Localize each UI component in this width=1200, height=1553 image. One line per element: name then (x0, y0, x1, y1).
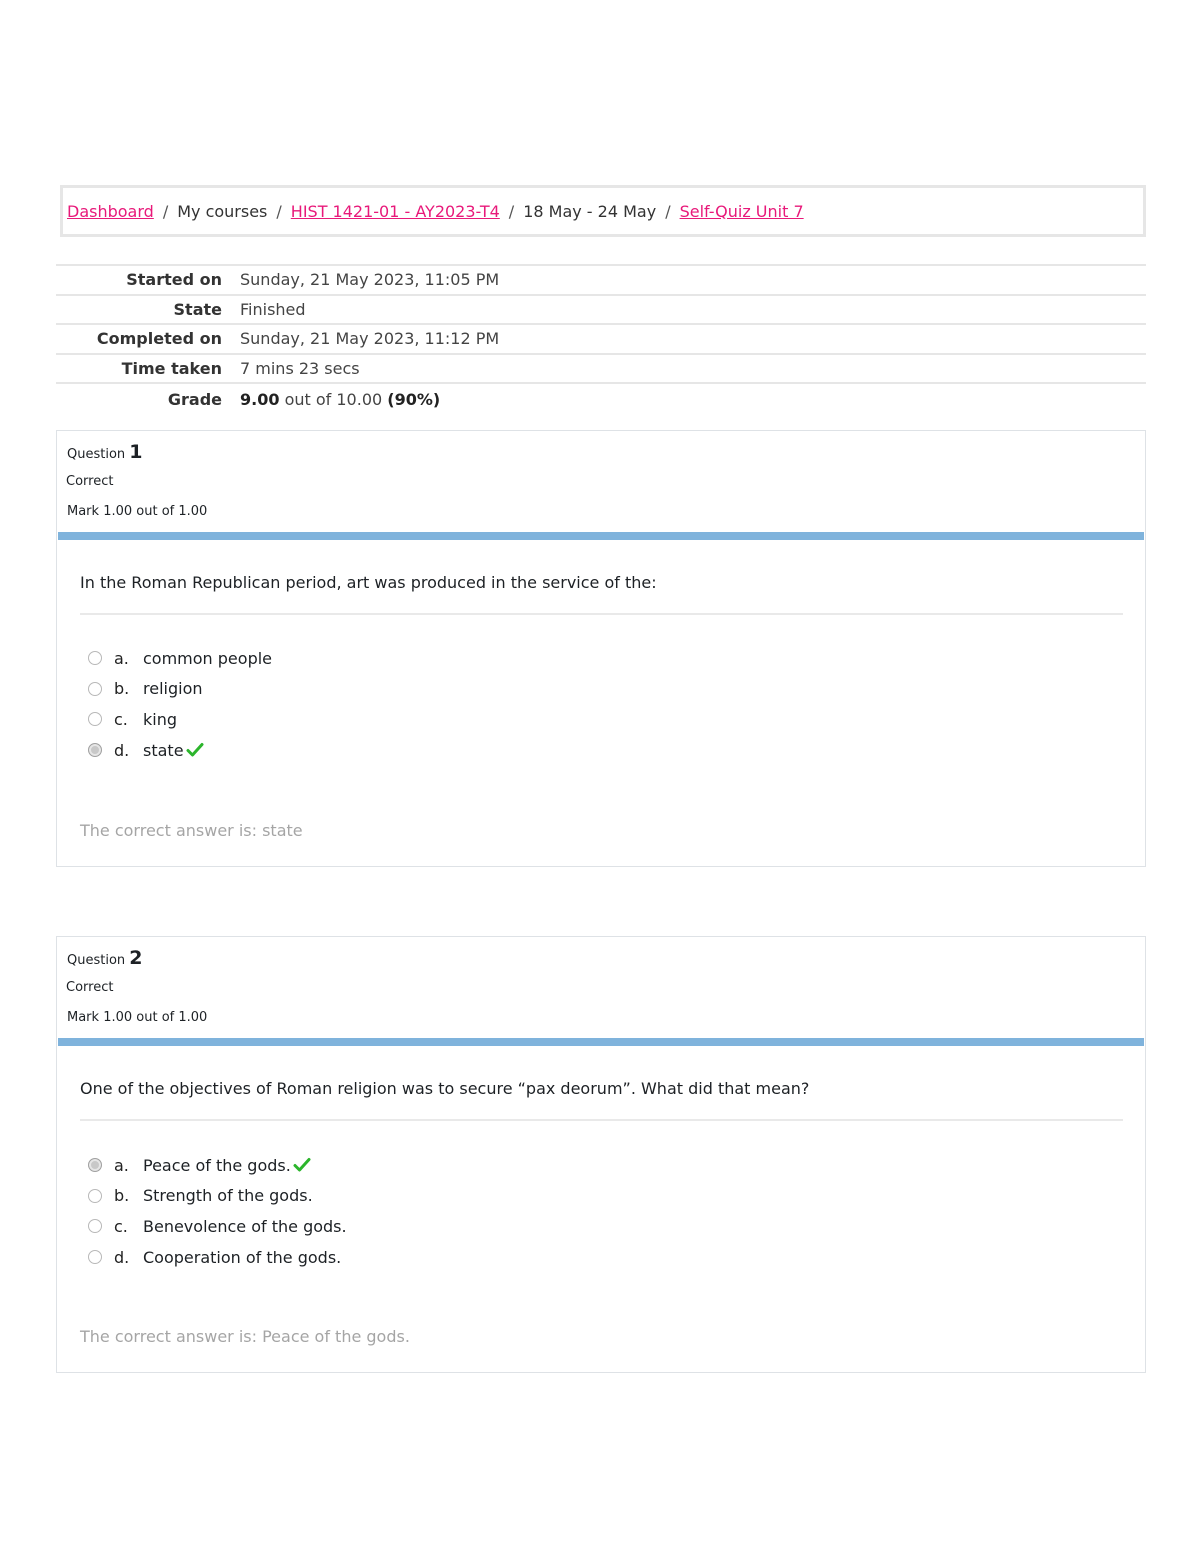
question-no: 2 (129, 947, 143, 969)
question-card (56, 430, 1146, 867)
answer-radio[interactable] (88, 1219, 102, 1233)
answer-text: Peace of the gods. (143, 1155, 291, 1175)
answer-option-selected[interactable] (88, 1150, 347, 1181)
answer-letter: d. (114, 740, 130, 760)
summary-row-started (56, 266, 1146, 296)
answer-option[interactable] (88, 1211, 347, 1242)
summary-value: Finished (240, 299, 306, 319)
answer-text: king (143, 709, 178, 729)
grade-rest: out of 10.00 (284, 389, 383, 409)
answer-text: state (143, 740, 184, 760)
correct-answer-feedback: The correct answer is: Peace of the gods. (80, 1327, 410, 1346)
answer-option[interactable] (88, 643, 272, 674)
breadcrumb-week: 18 May - 24 May (523, 201, 657, 221)
breadcrumb-my-courses: My courses (177, 201, 268, 221)
answer-radio[interactable] (88, 651, 102, 665)
grade-percent: (90%) (387, 389, 441, 409)
breadcrumb-separator: / (162, 201, 169, 221)
answer-letter: a. (114, 1155, 129, 1175)
question-number (67, 947, 143, 969)
summary-label: Completed on (96, 329, 222, 349)
breadcrumb-course-link[interactable]: HIST 1421-01 - AY2023-T4 (290, 201, 500, 221)
attempt-summary-table (56, 264, 1146, 414)
breadcrumb-separator: / (508, 201, 515, 221)
answer-letter: c. (114, 709, 128, 729)
answer-text: common people (143, 648, 273, 668)
breadcrumb-quiz-link[interactable]: Self-Quiz Unit 7 (679, 201, 804, 221)
answer-radio-checked[interactable] (88, 743, 102, 757)
question-card (56, 936, 1146, 1373)
answer-letter: b. (114, 1186, 130, 1206)
answer-text: Strength of the gods. (143, 1186, 313, 1206)
question-mark: Mark 1.00 out of 1.00 (67, 1010, 208, 1025)
breadcrumb-dashboard-link[interactable]: Dashboard (67, 201, 154, 221)
divider (80, 613, 1123, 615)
summary-label: State (173, 299, 222, 319)
answer-letter: d. (114, 1247, 130, 1267)
question-mark: Mark 1.00 out of 1.00 (67, 504, 208, 519)
question-content-bar (58, 532, 1144, 540)
breadcrumb-separator: / (665, 201, 671, 221)
answer-list (88, 1150, 347, 1272)
answer-option[interactable] (88, 704, 272, 735)
answer-text: religion (143, 679, 203, 699)
answer-letter: b. (114, 679, 130, 699)
question-content-bar (58, 1038, 1144, 1046)
summary-row-state (56, 296, 1146, 326)
summary-value: 7 mins 23 secs (240, 359, 360, 379)
summary-label: Time taken (121, 359, 222, 379)
question-prefix: Question (67, 447, 126, 462)
question-no: 1 (129, 441, 143, 463)
correct-check-icon (293, 1157, 311, 1173)
question-state: Correct (66, 474, 114, 489)
answer-option[interactable] (88, 674, 272, 705)
question-prefix: Question (67, 953, 126, 968)
summary-row-time-taken (56, 355, 1146, 385)
summary-value: Sunday, 21 May 2023, 11:12 PM (240, 329, 500, 349)
answer-letter: c. (114, 1216, 128, 1236)
question-text: In the Roman Republican period, art was produced in the service of the: (80, 573, 657, 592)
answer-text: Benevolence of the gods. (143, 1216, 347, 1236)
answer-radio[interactable] (88, 682, 102, 696)
summary-value: Sunday, 21 May 2023, 11:05 PM (240, 270, 500, 290)
answer-letter: a. (114, 648, 129, 668)
answer-list (88, 643, 272, 765)
question-number (67, 441, 143, 463)
summary-label: Started on (126, 270, 222, 290)
divider (80, 1119, 1123, 1121)
summary-row-completed (56, 325, 1146, 355)
correct-answer-feedback: The correct answer is: state (80, 821, 303, 840)
answer-radio-checked[interactable] (88, 1158, 102, 1172)
answer-radio[interactable] (88, 1189, 102, 1203)
summary-label: Grade (167, 389, 222, 409)
summary-row-grade (56, 384, 1146, 414)
answer-radio[interactable] (88, 1250, 102, 1264)
answer-option-selected[interactable] (88, 735, 272, 766)
answer-radio[interactable] (88, 712, 102, 726)
grade-score: 9.00 (240, 389, 280, 409)
question-text: One of the objectives of Roman religion was to secure “pax deorum”. What did that mean? (80, 1079, 810, 1098)
answer-text: Cooperation of the gods. (143, 1247, 342, 1267)
question-state: Correct (66, 980, 114, 995)
answer-option[interactable] (88, 1242, 347, 1273)
answer-option[interactable] (88, 1181, 347, 1212)
breadcrumb (60, 185, 1146, 237)
grade-value (222, 390, 440, 409)
breadcrumb-separator: / (276, 201, 282, 221)
correct-check-icon (186, 742, 204, 758)
